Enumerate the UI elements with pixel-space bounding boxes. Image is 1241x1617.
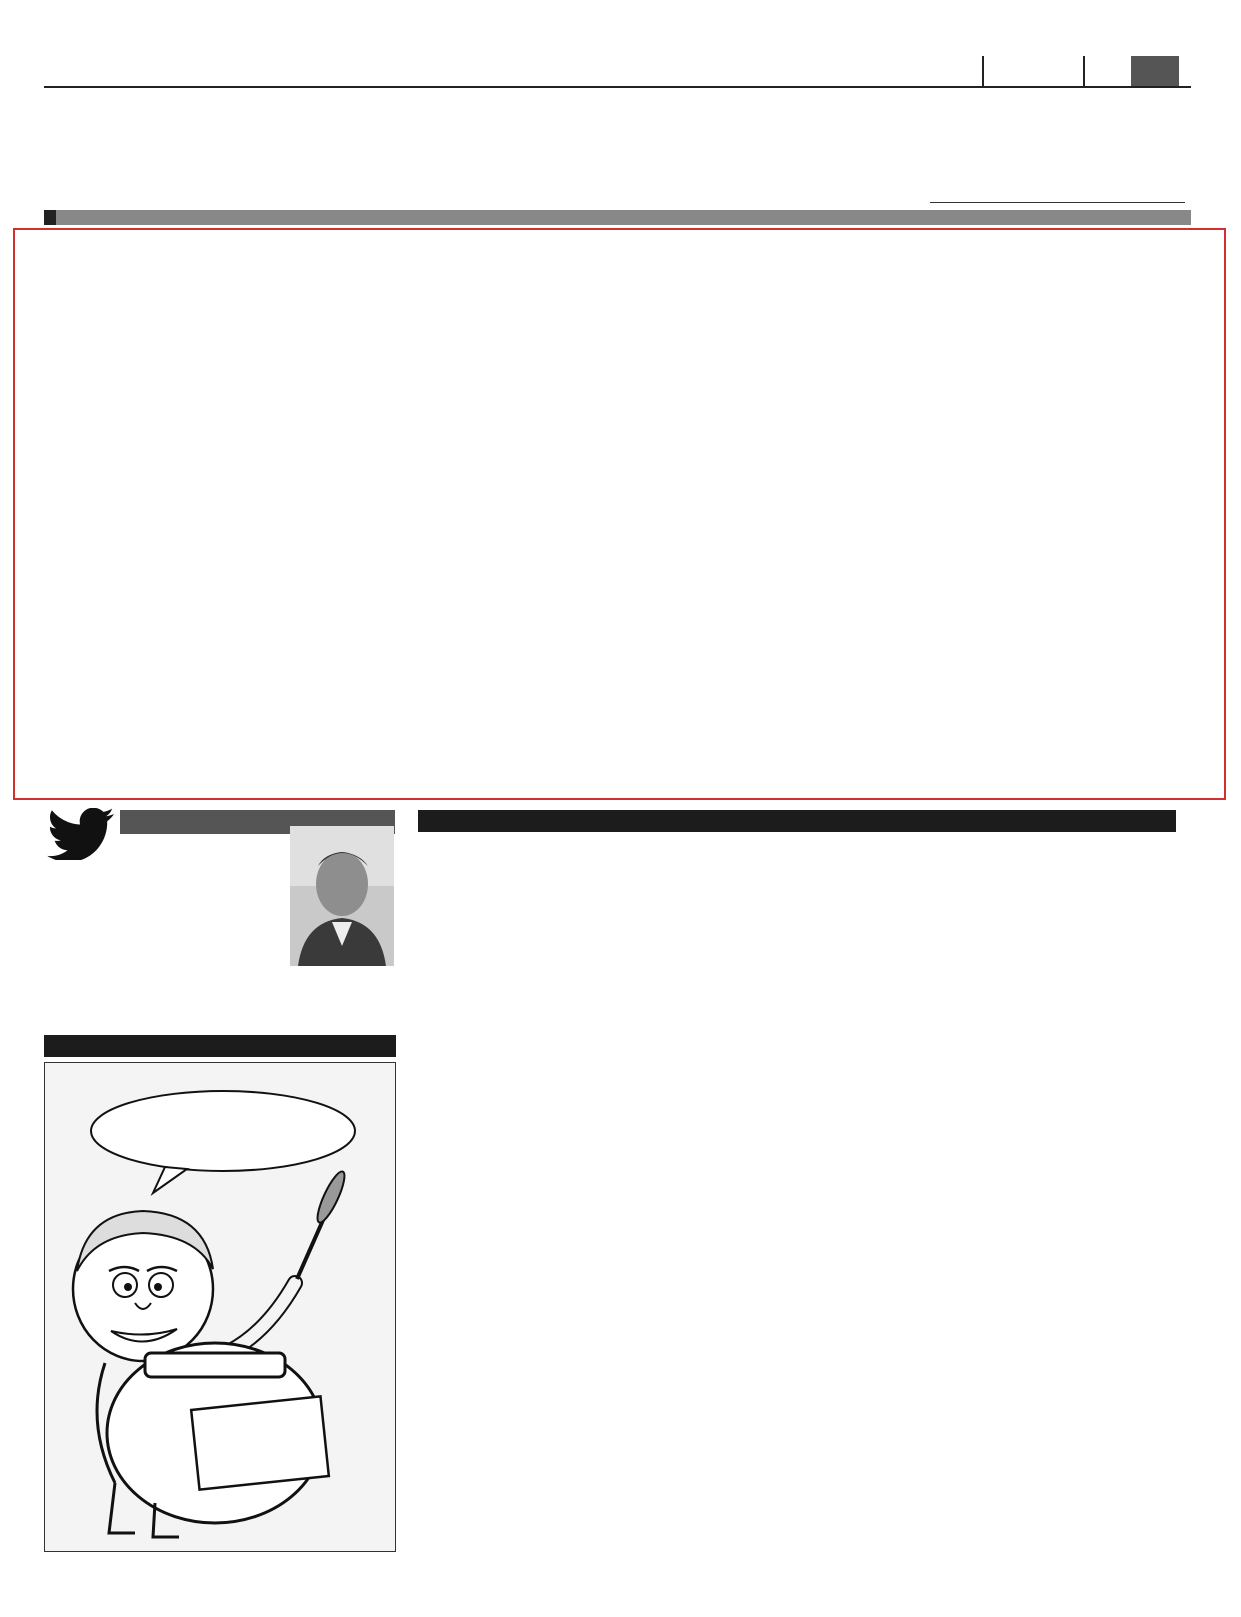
cartoon-drawing	[45, 1063, 395, 1551]
lp-logo	[1131, 56, 1179, 86]
section-divider	[1083, 56, 1085, 88]
disclaimer-left	[44, 210, 56, 225]
caricatura-header	[44, 1035, 396, 1057]
masthead-rule	[44, 86, 1191, 88]
editorial-column-3	[792, 342, 1144, 346]
divider	[930, 202, 1185, 203]
author-photo	[290, 826, 394, 966]
quisquillas-header	[418, 810, 1176, 832]
twitter-bird-icon	[44, 808, 118, 860]
section-divider	[982, 56, 984, 88]
editorial-highlight-box	[13, 228, 1226, 800]
editorial-column-1	[44, 456, 396, 458]
disclaimer-band	[44, 210, 1191, 225]
